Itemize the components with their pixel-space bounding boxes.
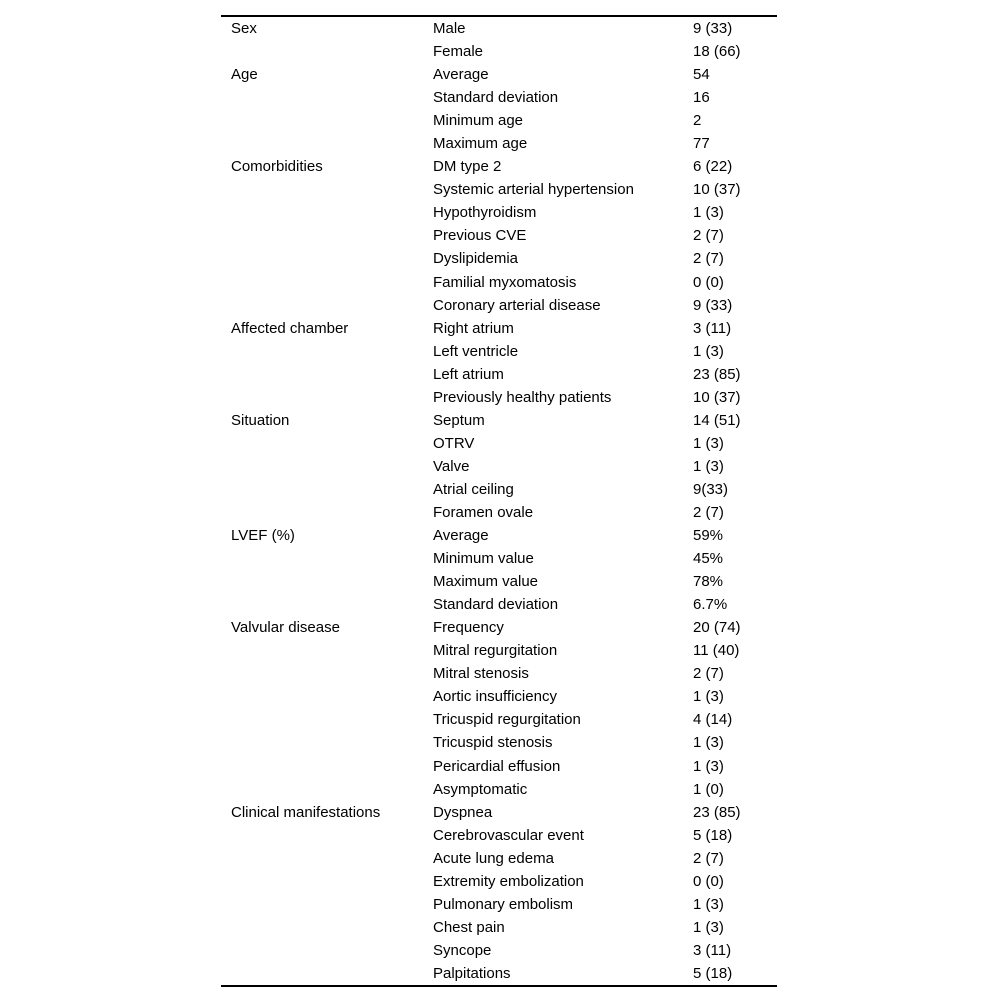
- value-cell: 1 (3): [693, 688, 724, 706]
- label-cell: Foramen ovale: [433, 504, 534, 521]
- value-cell: 5 (18): [693, 964, 733, 982]
- category-cell: LVEF (%): [231, 527, 295, 545]
- patient-characteristics-table: [221, 15, 777, 987]
- value-cell: 23 (85): [693, 365, 741, 383]
- table-row: [221, 501, 777, 524]
- table-row: [221, 109, 777, 132]
- label-cell: Palpitations: [433, 964, 511, 982]
- table-row: [221, 639, 777, 662]
- table-row: [221, 870, 777, 893]
- label-cell: Female: [433, 43, 484, 61]
- value-cell: 10 (37): [693, 181, 741, 199]
- label-cell: Previous CVE: [433, 227, 527, 245]
- label-cell: Valve: [433, 457, 470, 475]
- value-cell: 18 (66): [693, 43, 741, 61]
- label-cell: Average: [433, 66, 489, 84]
- value-cell: 1 (3): [693, 342, 724, 360]
- label-cell: Mitral stenosis: [433, 665, 529, 683]
- value-cell: 16: [693, 89, 710, 107]
- table-row: [221, 247, 777, 270]
- table-row: [221, 409, 777, 432]
- table-row: [221, 340, 777, 363]
- label-cell: Hypothyroidism: [433, 204, 537, 222]
- table-row: [221, 524, 777, 547]
- table-row: [221, 63, 777, 86]
- label-cell: Systemic arterial hypertension: [433, 181, 634, 199]
- category-cell: Age: [231, 66, 258, 84]
- category-cell: Comorbidities: [231, 158, 323, 176]
- table-row: [221, 178, 777, 201]
- table-row: [221, 294, 777, 317]
- table-row: [221, 155, 777, 178]
- label-cell: Pericardial effusion: [433, 757, 561, 775]
- table-row: [221, 17, 777, 40]
- label-cell: Dyspnea: [433, 803, 493, 821]
- label-cell: Standard deviation: [433, 596, 559, 614]
- value-cell: 1 (3): [693, 457, 724, 475]
- table-row: [221, 201, 777, 224]
- label-cell: Aortic insufficiency: [433, 688, 557, 706]
- table-row: [221, 478, 777, 501]
- label-cell: Dyslipidemia: [433, 250, 519, 268]
- value-cell: 2 (7): [693, 250, 724, 268]
- value-cell: 9 (33): [693, 20, 733, 38]
- label-cell: Left atrium: [433, 365, 504, 383]
- label-cell: Syncope: [433, 941, 492, 959]
- table-row: [221, 432, 777, 455]
- table-row: [221, 317, 777, 340]
- label-cell: Cerebrovascular event: [433, 826, 584, 844]
- label-cell: Septum: [433, 411, 485, 429]
- value-cell: 2 (7): [693, 504, 724, 521]
- label-cell: Familial myxomatosis: [433, 273, 577, 291]
- label-cell: Extremity embolization: [433, 872, 584, 890]
- value-cell: 2 (7): [693, 849, 724, 867]
- value-cell: 2 (7): [693, 665, 724, 683]
- value-cell: 11 (40): [693, 642, 740, 660]
- table-row: [221, 86, 777, 109]
- table-row: [221, 224, 777, 247]
- value-cell: 54: [693, 66, 710, 84]
- value-cell: 1 (3): [693, 895, 724, 913]
- label-cell: Maximum value: [433, 573, 539, 591]
- category-cell: Sex: [231, 20, 257, 38]
- value-cell: 1 (3): [693, 434, 724, 452]
- label-cell: Coronary arterial disease: [433, 296, 601, 314]
- label-cell: Tricuspid regurgitation: [433, 711, 581, 729]
- category-cell: Affected chamber: [231, 319, 349, 337]
- label-cell: Right atrium: [433, 319, 514, 337]
- table-row: [221, 685, 777, 708]
- value-cell: 6 (22): [693, 158, 733, 176]
- table-row: [221, 363, 777, 386]
- table-row: [221, 893, 777, 916]
- value-cell: 1 (3): [693, 734, 724, 752]
- label-cell: OTRV: [433, 434, 475, 452]
- value-cell: 23 (85): [693, 803, 741, 821]
- category-cell: Situation: [231, 411, 290, 429]
- label-cell: Standard deviation: [433, 89, 559, 107]
- label-cell: Average: [433, 527, 489, 545]
- label-cell: Left ventricle: [433, 342, 519, 360]
- value-cell: 45%: [693, 550, 724, 568]
- table-row: [221, 939, 777, 962]
- value-cell: 1 (3): [693, 757, 724, 775]
- value-cell: 0 (0): [693, 273, 724, 291]
- value-cell: 3 (11): [693, 319, 732, 337]
- label-cell: Asymptomatic: [433, 780, 528, 798]
- value-cell: 5 (18): [693, 826, 733, 844]
- value-cell: 1 (3): [693, 204, 724, 222]
- table-row: [221, 801, 777, 824]
- label-cell: Minimum value: [433, 550, 534, 568]
- table-row: [221, 755, 777, 778]
- table-row: [221, 778, 777, 801]
- value-cell: 10 (37): [693, 388, 741, 406]
- category-cell: Valvular disease: [231, 619, 340, 637]
- label-cell: Mitral regurgitation: [433, 642, 558, 660]
- value-cell: 1 (3): [693, 918, 724, 936]
- value-cell: 0 (0): [693, 872, 724, 890]
- value-cell: 3 (11): [693, 941, 732, 959]
- value-cell: 20 (74): [693, 619, 741, 637]
- value-cell: 2: [693, 112, 702, 130]
- label-cell: Pulmonary embolism: [433, 895, 574, 913]
- value-cell: 59%: [693, 527, 724, 545]
- table-row: [221, 40, 777, 63]
- label-cell: Chest pain: [433, 918, 505, 936]
- table-row: [221, 916, 777, 939]
- table-row: [221, 616, 777, 639]
- value-cell: 77: [693, 135, 710, 153]
- category-cell: Clinical manifestations: [231, 803, 381, 821]
- label-cell: Acute lung edema: [433, 849, 554, 867]
- table-row: [221, 271, 777, 294]
- table-row: [221, 847, 777, 870]
- value-cell: 1 (0): [693, 780, 724, 798]
- table-row: [221, 386, 777, 409]
- table-row: [221, 824, 777, 847]
- value-cell: 4 (14): [693, 711, 733, 729]
- table-row: [221, 708, 777, 731]
- value-cell: 9 (33): [693, 296, 733, 314]
- label-cell: Previously healthy patients: [433, 388, 612, 406]
- label-cell: Male: [433, 20, 466, 38]
- table-row: [221, 547, 777, 570]
- table-row: [221, 570, 777, 593]
- label-cell: DM type 2: [433, 158, 502, 176]
- table-row: [221, 593, 777, 616]
- label-cell: Frequency: [433, 619, 504, 637]
- value-cell: 6.7%: [693, 596, 728, 614]
- label-cell: Atrial ceiling: [433, 480, 514, 498]
- label-cell: Minimum age: [433, 112, 524, 130]
- table-row: [221, 662, 777, 685]
- label-cell: Maximum age: [433, 135, 528, 153]
- label-cell: Tricuspid stenosis: [433, 734, 553, 752]
- value-cell: 2 (7): [693, 227, 724, 245]
- value-cell: 78%: [693, 573, 724, 591]
- value-cell: 9(33): [693, 480, 729, 498]
- table-row: [221, 962, 777, 985]
- value-cell: 14 (51): [693, 411, 741, 429]
- table-row: [221, 132, 777, 155]
- table-row: [221, 455, 777, 478]
- table-row: [221, 731, 777, 754]
